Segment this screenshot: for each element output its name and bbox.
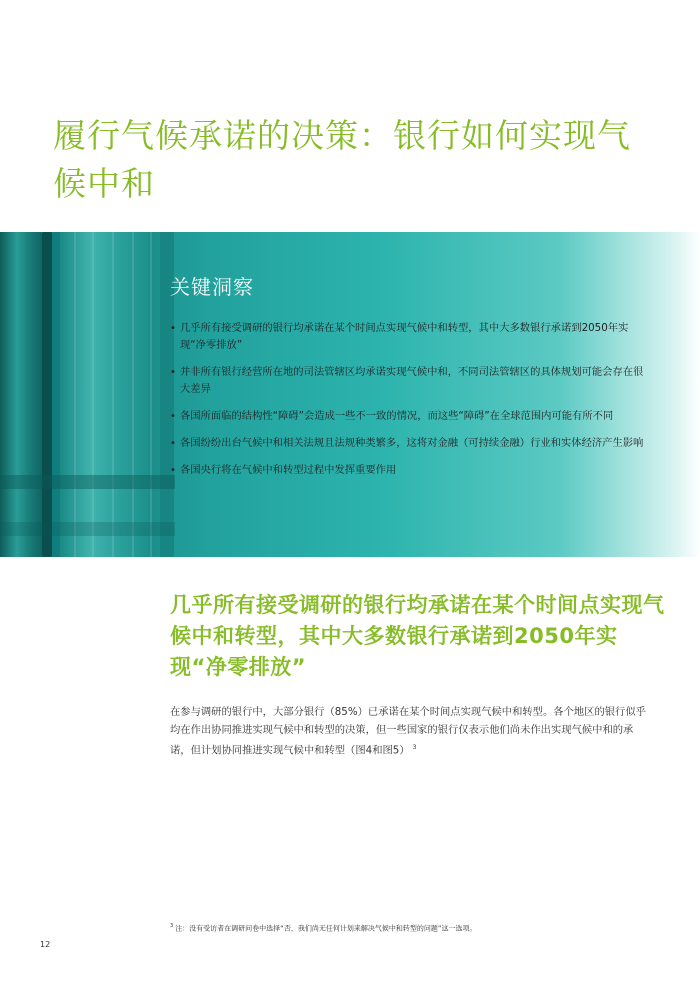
page-title: 履行气候承诺的决策：银行如何实现气候中和 [53,116,631,203]
list-item [170,435,650,452]
footnote-marker: 3 [170,923,174,929]
bullet-icon: • [170,438,176,449]
bullet-icon: • [170,465,176,476]
list-item-text: 几乎所有接受调研的银行均承诺在某个时间点实现气候中和转型，其中大多数银行承诺到2050年实现“净零排放” [180,322,629,351]
column-base-band [0,475,175,489]
list-item-text: 各国所面临的结构性“障碍”会造成一些不一致的情况，而这些“障碍”在全球范围内可能有所不同 [180,410,614,422]
body-text: 在参与调研的银行中，大部分银行（85%）已承诺在某个时间点实现气候中和转型。各个地区的银行似乎均在作出协同推进实现气候中和转型的决策，但一些国家的银行仅表示他们尚未作出实现气候中和的承诺，但计划协同推进实现气候中和转型（图4和图5） [170,706,646,757]
list-item-text: 各国央行将在气候中和转型过程中发挥重要作用 [180,464,397,476]
key-insights-heading: 关键洞察 [170,275,254,299]
section-subheading: 几乎所有接受调研的银行均承诺在某个时间点实现气候中和转型，其中大多数银行承诺到2050年实现“净零排放” [170,593,665,679]
column-base-band [0,522,175,536]
footnote [170,921,650,933]
footnote-reference[interactable]: 3 [412,744,417,751]
list-item [170,320,650,354]
list-item-text: 各国纷纷出台气候中和相关法规且法规种类繁多，这将对金融（可持续金融）行业和实体经济产生影响 [180,437,644,449]
footnote-text: 注：没有受访者在调研问卷中选择“否，我们尚无任何计划来解决气候中和转型的问题”这一选项。 [175,924,477,933]
list-item [170,462,650,479]
column-image-center [60,232,160,557]
bullet-icon: • [170,411,176,422]
key-insights-list [170,320,650,479]
list-item [170,408,650,425]
list-item [170,364,650,398]
column-shadow [42,232,52,557]
bullet-icon: • [170,323,176,334]
list-item-text: 并非所有银行经营所在地的司法管辖区均承诺实现气候中和，不同司法管辖区的具体规划可能会存在很大差异 [180,366,644,395]
body-paragraph [170,703,648,759]
column-image-left [0,232,42,557]
key-insights [170,272,650,489]
page-number: 12 [40,940,51,949]
bullet-icon: • [170,367,176,378]
